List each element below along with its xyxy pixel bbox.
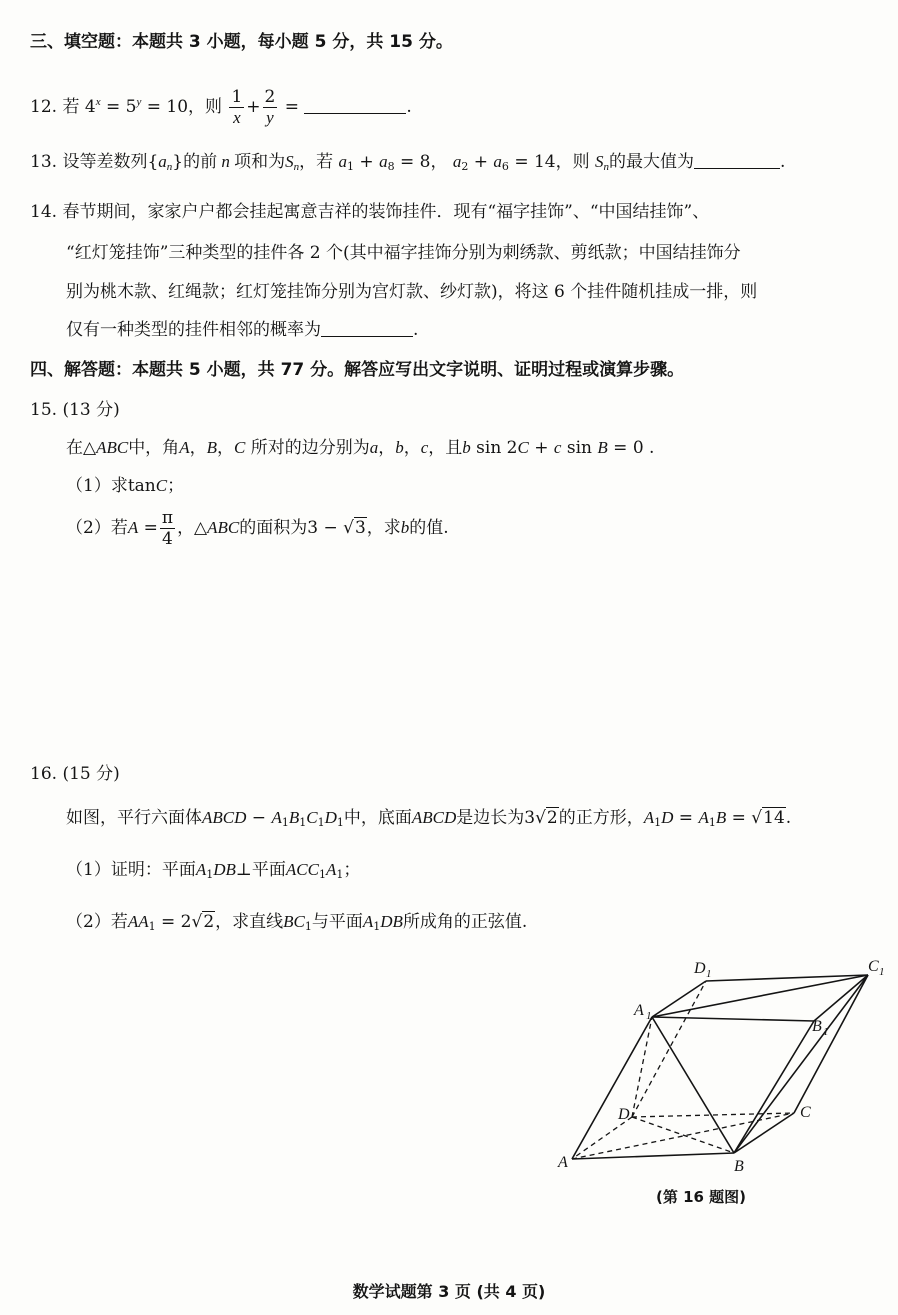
edge-b-c xyxy=(734,1113,794,1153)
parallelepiped-figure xyxy=(548,945,888,1175)
q15-condition: b sin 2C + c sin B xyxy=(462,438,608,458)
q15-stem-mid3: ，且 xyxy=(428,438,463,458)
q12-equation: = 10，则 xyxy=(146,97,223,117)
q15-part2-mid2: 的面积为 xyxy=(239,518,308,538)
q12-text-pre: 若 xyxy=(62,97,80,117)
q16-stem-end: . xyxy=(785,808,792,828)
q16-stem-pre: 如图，平行六面体 xyxy=(66,808,202,828)
edge-a1-b xyxy=(652,1017,734,1153)
q16-part2-mid: ，求直线 xyxy=(215,912,284,932)
label-b1-sub: 1 xyxy=(823,1026,829,1038)
q14-line3: 别为桃木款、红绳款；红灯笼挂饰分别为宫灯款、纱灯款)，将这 6 个挂件随机挂成一排，则 xyxy=(66,282,758,302)
question-12: 12. 若 $4^x = 5^y = 10$，则 $\frac{1}{x}$ + $\frac{2}{y}$ = . xyxy=(30,87,412,127)
label-d1-sub: 1 xyxy=(706,968,712,980)
q12-frac-2-over-y: $\frac{2}{y}$ xyxy=(264,87,276,127)
q15-part2-mid3: ，求 xyxy=(366,518,401,538)
q16-header xyxy=(30,762,120,786)
q12-tail: = xyxy=(284,97,299,117)
edge-a-a1 xyxy=(572,1017,652,1159)
q14-line1: 春节期间，家家户户都会挂起寓意吉祥的装饰挂件．现有“福字挂饰”、“中国结挂饰”、 xyxy=(62,202,710,222)
q15-header xyxy=(30,398,120,422)
q15-part2-mid: ，△ xyxy=(177,518,208,538)
q13-cond2-val: = 14，则 xyxy=(514,152,590,172)
q15-part1-end: ； xyxy=(167,476,185,496)
q16-part1-mid: ⊥平面 xyxy=(235,860,286,880)
q13-text-mid2: 项和为 xyxy=(234,152,286,172)
edge-a1-b1 xyxy=(652,1017,814,1021)
q16-part1: （1）证明：平面$A_1DB\perp$平面$ACC_1A_1$； xyxy=(66,860,361,881)
q16-part2-end: 所成角的正弦值. xyxy=(402,912,528,932)
q13-number: 13. xyxy=(30,152,58,172)
q15-stem-mid: 中，角 xyxy=(128,438,180,458)
q13-text-mid: 的前 xyxy=(183,152,218,172)
q14-line2: “红灯笼挂饰”三种类型的挂件各 2 个(其中福字挂饰分别为刺绣款、剪纸款；中国结挂饰分 xyxy=(66,243,741,263)
label-c1-sub: 1 xyxy=(879,966,885,978)
q12-end: . xyxy=(406,97,412,117)
edge-a-b xyxy=(572,1153,734,1159)
q14-answer-blank[interactable] xyxy=(321,320,413,337)
q13-cond1: $a_1 + a_8$ xyxy=(338,152,395,173)
q13-text-pre: 设等差数列 xyxy=(62,152,148,172)
q15-number: 15. xyxy=(30,400,58,420)
page-footer: 数学试题第 3 页 (共 4 页) xyxy=(352,1282,546,1301)
q14-end: . xyxy=(413,320,419,340)
q12-frac-1-over-x: $\frac{1}{x}$ xyxy=(231,87,243,127)
q13-cond1-val: = 8， xyxy=(399,152,448,172)
label-b1: B xyxy=(812,1018,822,1035)
question-14 xyxy=(30,200,709,224)
q16-score: (15 分) xyxy=(62,764,120,784)
q13-text-end: 的最大值为 xyxy=(609,152,695,172)
q15-part2-pre: （2）若 xyxy=(66,518,128,538)
q16-stem: 如图，平行六面体ABCD − $A_1B_1C_1D_1$中，底面ABCD是边长为3√2的正方形，$A_1D = A_1B = √14$. xyxy=(66,808,792,829)
figure-caption: (第 16 题图) xyxy=(656,1188,747,1206)
q16-stem-mid2: 是边长为 xyxy=(456,808,525,828)
q16-part2-pre: （2）若 xyxy=(66,912,128,932)
q12-math: $4^x = 5^y$ xyxy=(84,96,142,117)
q13-cond2: $a_2 + a_6$ xyxy=(452,152,509,173)
edge-b1-c1 xyxy=(814,975,868,1021)
q13-seq: $\{a_n\}$ xyxy=(147,152,184,173)
q16-stem-mid: 中，底面 xyxy=(343,808,412,828)
q15-score: (13 分) xyxy=(62,400,120,420)
solid-edges xyxy=(572,975,868,1159)
edge-b-b1 xyxy=(734,1021,814,1153)
question-13: 13. 设等差数列$\{a_n\}$的前 n 项和为$S_n$，若 $a_1 + a_8 = 8$， $a_2 + a_6 = 14$，则 $S_n$的最大值为 . xyxy=(30,152,786,173)
q15-stem-pre: 在△ xyxy=(66,438,97,458)
q15-stem-eq: = 0 . xyxy=(613,438,655,458)
q15-stem: 在△ABC中，角A，B，C 所对的边分别为a，b，c，且b sin 2C + c sin B = 0 . xyxy=(66,438,655,458)
q15-frac-pi-over-4: $\frac{\pi}{4}$ xyxy=(161,508,174,549)
label-d1: D xyxy=(694,960,706,977)
label-a1-sub: 1 xyxy=(646,1010,652,1022)
q16-number: 16. xyxy=(30,764,58,784)
q13-answer-blank[interactable] xyxy=(694,152,780,169)
label-a1: A xyxy=(634,1002,644,1019)
q16-part1-pre: （1）证明：平面 xyxy=(66,860,196,880)
q16-part1-end: ； xyxy=(343,860,361,880)
edge-b-c1 xyxy=(734,975,868,1153)
section4-heading: 四、解答题：本题共 5 小题，共 77 分。解答应写出文字说明、证明过程或演算步骤。 xyxy=(30,360,685,380)
q13-end: . xyxy=(780,152,786,172)
hidden-edges xyxy=(572,981,794,1159)
label-b: B xyxy=(734,1158,744,1175)
q14-line4: 仅有一种类型的挂件相邻的概率为 xyxy=(66,320,321,340)
q15-part2-end: 的值. xyxy=(409,518,449,538)
q14-line4-row xyxy=(66,318,418,342)
parallelepiped-diagram xyxy=(548,945,888,1175)
edge-d-b xyxy=(632,1117,734,1153)
label-d: D xyxy=(618,1106,630,1123)
label-a: A xyxy=(558,1154,568,1171)
q12-number: 12. xyxy=(30,97,58,117)
q15-part1: （1）求tanC； xyxy=(66,476,185,496)
q14-number: 14. xyxy=(30,202,58,222)
label-c1: C xyxy=(868,958,879,975)
q15-stem-mid2: 所对的边分别为 xyxy=(250,438,370,458)
edge-d-a1 xyxy=(632,1017,652,1117)
label-c: C xyxy=(800,1104,811,1121)
q13-text-mid3: ，若 xyxy=(299,152,334,172)
section3-heading: 三、填空题：本题共 3 小题，每小题 5 分，共 15 分。 xyxy=(30,32,453,52)
edge-c-c1 xyxy=(794,975,868,1113)
q16-stem-mid3: 的正方形， xyxy=(558,808,644,828)
q16-part2: （2）若$AA_1 = 2√2$，求直线$BC_1$与平面$A_1DB$所成角的正弦值. xyxy=(66,912,528,933)
q12-answer-blank[interactable] xyxy=(304,97,406,114)
edge-d-c xyxy=(632,1113,794,1117)
q16-part2-mid2: 与平面 xyxy=(311,912,363,932)
q15-part2: （2）若A = $\frac{\pi}{4}$ ，△ABC的面积为3 − √3，求b的值. xyxy=(66,508,449,549)
q15-part1-text: （1）求 xyxy=(66,476,128,496)
